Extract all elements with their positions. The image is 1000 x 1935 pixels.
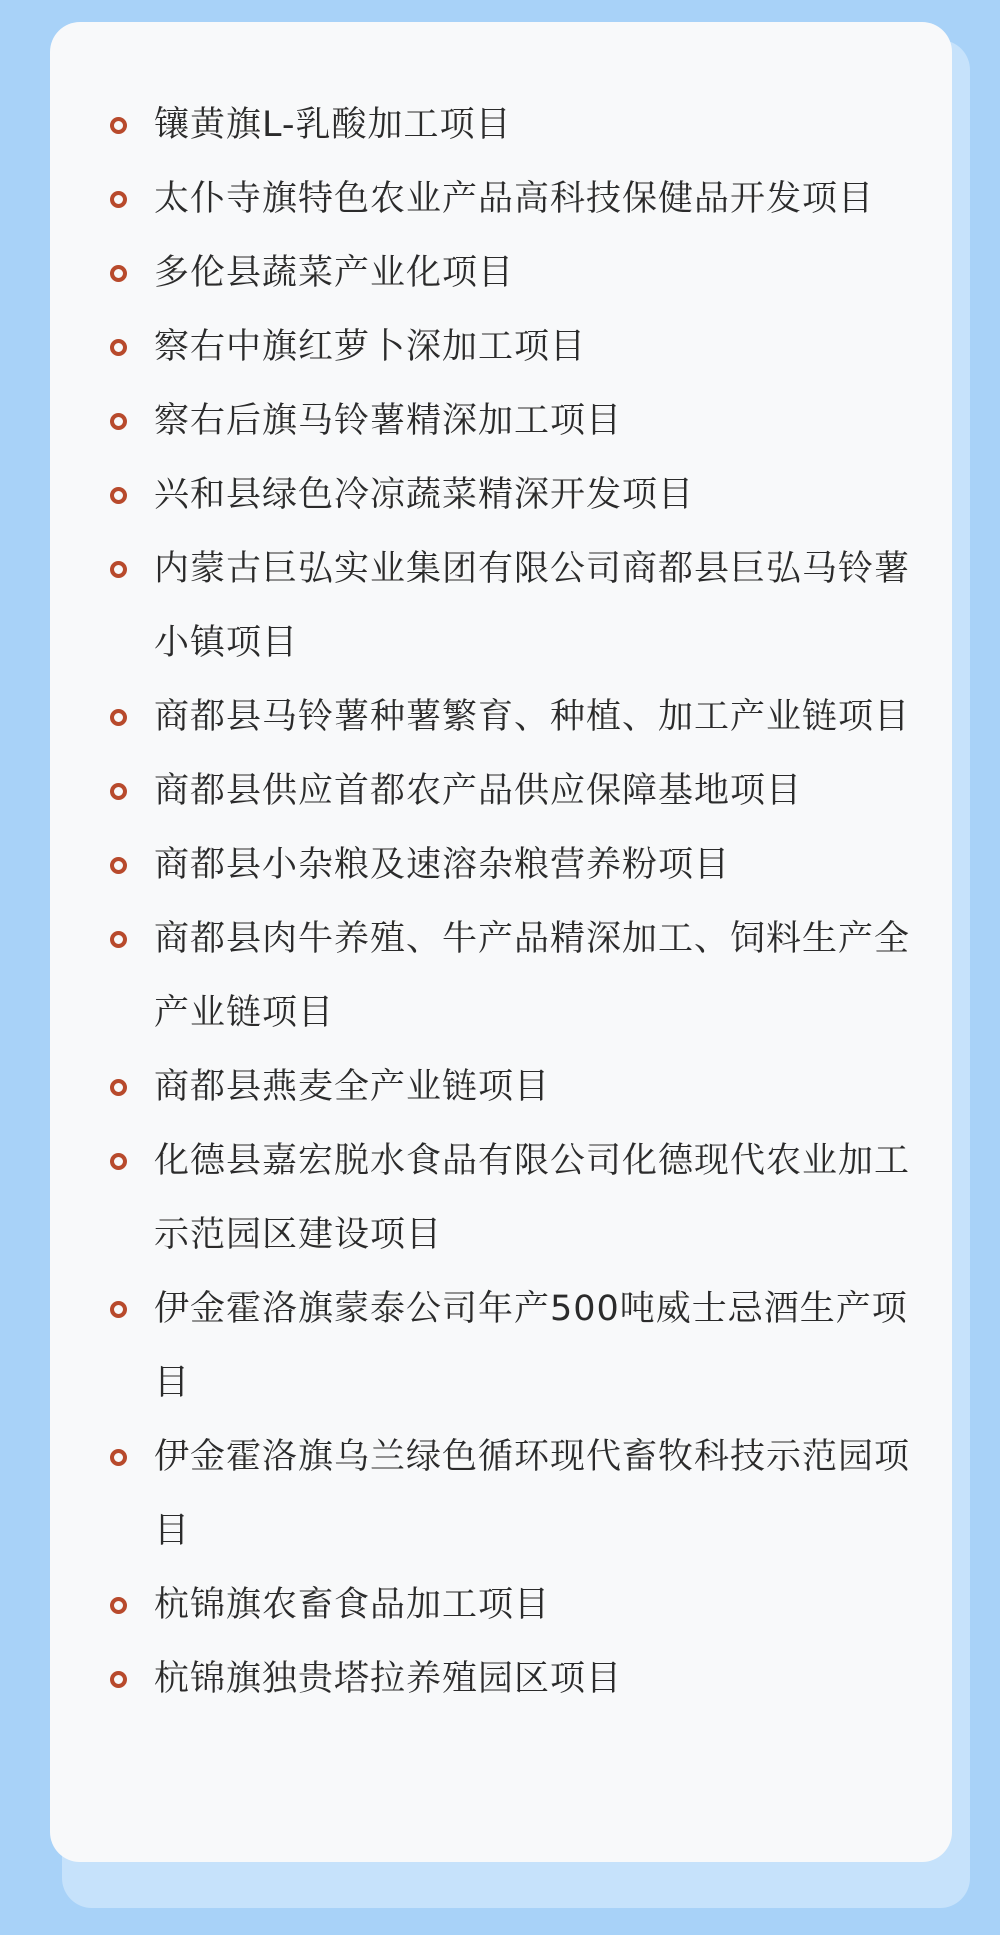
project-label: 商都县小杂粮及速溶杂粮营养粉项目	[154, 845, 731, 885]
project-label: 镶黄旗L-乳酸加工项目	[154, 105, 512, 145]
project-label: 杭锦旗独贵塔拉养殖园区项目	[154, 1659, 623, 1699]
project-item	[100, 902, 920, 1050]
project-item	[100, 1568, 920, 1642]
project-item	[100, 310, 920, 384]
project-label: 化德县嘉宏脱水食品有限公司化德现代农业加工示范园区建设项目	[154, 1141, 911, 1255]
bullet-icon	[110, 1079, 127, 1096]
bullet-icon	[110, 487, 127, 504]
project-label: 内蒙古巨弘实业集团有限公司商都县巨弘马铃薯小镇项目	[154, 549, 911, 663]
project-label: 察右后旗马铃薯精深加工项目	[154, 401, 623, 441]
project-item	[100, 828, 920, 902]
project-item	[100, 1420, 920, 1568]
project-label: 太仆寺旗特色农业产品高科技保健品开发项目	[154, 179, 875, 219]
project-item	[100, 1050, 920, 1124]
project-label: 商都县燕麦全产业链项目	[154, 1067, 551, 1107]
project-item	[100, 1642, 920, 1716]
bullet-icon	[110, 1153, 127, 1170]
project-list	[100, 88, 920, 1716]
project-item	[100, 1124, 920, 1272]
bullet-icon	[110, 413, 127, 430]
bullet-icon	[110, 339, 127, 356]
project-label: 察右中旗红萝卜深加工项目	[154, 327, 587, 367]
project-label: 兴和县绿色冷凉蔬菜精深开发项目	[154, 475, 695, 515]
project-label: 商都县马铃薯种薯繁育、种植、加工产业链项目	[154, 697, 911, 737]
bullet-icon	[110, 783, 127, 800]
project-label: 伊金霍洛旗乌兰绿色循环现代畜牧科技示范园项目	[154, 1437, 911, 1551]
project-item	[100, 680, 920, 754]
project-label: 商都县肉牛养殖、牛产品精深加工、饲料生产全产业链项目	[154, 919, 911, 1033]
project-item	[100, 754, 920, 828]
bullet-icon	[110, 931, 127, 948]
project-item	[100, 384, 920, 458]
project-item	[100, 88, 920, 162]
project-item	[100, 162, 920, 236]
project-item	[100, 532, 920, 680]
project-label: 杭锦旗农畜食品加工项目	[154, 1585, 551, 1625]
bullet-icon	[110, 857, 127, 874]
project-item	[100, 236, 920, 310]
project-label: 多伦县蔬菜产业化项目	[154, 253, 515, 293]
bullet-icon	[110, 1449, 127, 1466]
bullet-icon	[110, 1671, 127, 1688]
project-item	[100, 458, 920, 532]
project-label: 伊金霍洛旗蒙泰公司年产500吨威士忌酒生产项目	[154, 1289, 908, 1403]
bullet-icon	[110, 117, 127, 134]
bullet-icon	[110, 265, 127, 282]
bullet-icon	[110, 561, 127, 578]
project-label: 商都县供应首都农产品供应保障基地项目	[154, 771, 803, 811]
bullet-icon	[110, 709, 127, 726]
bullet-icon	[110, 191, 127, 208]
bullet-icon	[110, 1597, 127, 1614]
project-item	[100, 1272, 920, 1420]
bullet-icon	[110, 1301, 127, 1318]
